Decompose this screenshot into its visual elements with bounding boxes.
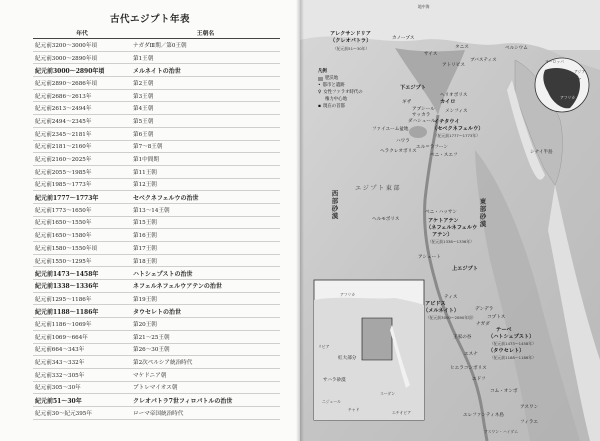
table-row <box>33 140 280 153</box>
period-cell: 紀元前1985〜1773年 <box>33 178 131 191</box>
map-label-thebes-note: （紀元前1473〜1458年） <box>490 341 536 346</box>
map-label-aswan-dam: アスワン・ハイダム <box>484 429 519 434</box>
globe-label-europe: ヨーロッパ <box>545 59 564 64</box>
dynasty-cell: 第2次ペルシア統治時代 <box>131 356 280 369</box>
globe-label-arabia: アラビア <box>566 77 582 82</box>
map-label-heliopolis: ヘリオポリス <box>440 93 468 98</box>
map-label-dahshur: ダハシュール <box>408 119 436 124</box>
period-cell: 紀元前1650〜1550年 <box>33 216 131 229</box>
table-row <box>33 343 280 356</box>
table-row <box>33 203 280 216</box>
dynasty-cell: ローマ帝国統治時代 <box>131 406 280 419</box>
inset-label-red-sea: 紅大部分 <box>338 356 357 361</box>
dynasty-cell: 第19王朝 <box>131 292 280 305</box>
table-row <box>33 356 280 369</box>
map-label-saqqara: サッカラ <box>412 113 431 118</box>
map-label-bubastis: ブバスティス <box>470 58 497 63</box>
period-cell: 紀元前1338〜1336年 <box>33 280 131 293</box>
map-label-abydos-sub: （メルネイト） <box>423 308 460 314</box>
legend-label: 現在の首都 <box>322 104 345 109</box>
header-period: 年代 <box>33 26 131 39</box>
table-row <box>33 381 280 394</box>
table-row <box>33 368 280 381</box>
map-label-esna: エスナ <box>464 352 478 357</box>
map-label-giza: ギザ <box>402 100 412 105</box>
chronology-body <box>33 39 280 420</box>
map-label-kings-valley: 王家の谷 <box>453 335 472 340</box>
map-label-pelusium: ペルシウム <box>505 46 528 51</box>
map-label-amarna-sub2: アテン） <box>432 232 453 238</box>
table-row <box>33 89 280 102</box>
legend-item-pharaoh-cont <box>318 96 363 103</box>
dynasty-cell: セベクネフェルウの治世 <box>131 191 280 204</box>
table-row <box>33 394 280 407</box>
dynasty-cell: 第15王朝 <box>131 216 280 229</box>
globe-label-africa: アフリカ <box>560 95 575 100</box>
map-label-region: エジプト東部 <box>355 185 402 192</box>
map-label-fayum: ファイユーム盆地 <box>372 127 409 132</box>
chronology-table <box>33 26 280 420</box>
map-label-naqada: ナガダ <box>476 322 490 327</box>
legend-label: 女性ファラオ時代の <box>323 90 363 95</box>
map-legend <box>318 68 363 110</box>
dynasty-cell: 第1王朝 <box>131 51 280 64</box>
dynasty-cell: 第1中間期 <box>131 153 280 166</box>
table-row <box>33 77 280 90</box>
dynasty-cell: ハトシェプストの治世 <box>131 267 280 280</box>
map-label-eastern-desert: 東部砂漠 <box>478 198 487 228</box>
map-label-amarna-note: （紀元前1338〜1336年） <box>428 239 474 244</box>
header-dynasty: 王朝名 <box>131 26 280 39</box>
map-label-asyut: アシュート <box>418 255 441 260</box>
map-label-abydos: アビドス <box>425 301 446 307</box>
map-label-kom-ombo: コム・オンボ <box>490 389 518 394</box>
map-label-sais: サイス <box>424 52 438 57</box>
period-cell: 紀元前30〜紀元395年 <box>33 406 131 419</box>
inset-label-sudan: スーダン <box>380 391 396 396</box>
table-header-row <box>33 26 280 39</box>
inset-label-sahara: サハラ砂漠 <box>323 378 346 383</box>
table-row <box>33 51 280 64</box>
dynasty-cell: 第6王朝 <box>131 127 280 140</box>
inset-label-chad: チャド <box>348 407 360 412</box>
table-row <box>33 165 280 178</box>
period-cell: 紀元前2181〜2160年 <box>33 140 131 153</box>
table-row <box>33 127 280 140</box>
map-label-lahun: エル＝ラフーン <box>416 145 448 150</box>
legend-item-pharaoh <box>318 89 363 96</box>
map-label-abusir: アブシール <box>412 107 435 112</box>
map-label-cairo: カイロ <box>440 99 456 105</box>
dynasty-cell: 第4王朝 <box>131 102 280 115</box>
dynasty-cell: 第13〜14王朝 <box>131 203 280 216</box>
table-row <box>33 242 280 255</box>
period-cell: 紀元前2613〜2494年 <box>33 102 131 115</box>
table-row <box>33 178 280 191</box>
period-cell: 紀元前1295〜1186年 <box>33 292 131 305</box>
dynasty-cell: 第20王朝 <box>131 318 280 331</box>
pharaoh-marker-icon: ♀ <box>318 90 322 95</box>
dynasty-cell: 第21〜25王朝 <box>131 330 280 343</box>
dynasty-cell: クレオパトラ7世フィロパトルの治世 <box>131 394 280 407</box>
capital-square-icon: ▪ <box>318 104 321 109</box>
chronology-title: 古代エジプト年表 <box>109 14 190 25</box>
map-label-abydos-note: （紀元前3000〜2890年頃） <box>426 315 476 320</box>
map-label-hawara: ハワラ <box>396 139 410 144</box>
inset-label-ethiopia: エチオピア <box>392 410 411 415</box>
period-cell: 紀元前1473〜1458年 <box>33 267 131 280</box>
dynasty-cell: マケドニア朝 <box>131 368 280 381</box>
period-cell: 紀元前3200〜3000年頃 <box>33 39 131 52</box>
book-gutter <box>296 0 304 441</box>
period-cell: 紀元前51〜30年 <box>33 394 131 407</box>
period-cell: 紀元前2494〜2345年 <box>33 115 131 128</box>
map-label-elephantine: エレファンティネ島 <box>463 413 504 418</box>
table-row <box>33 102 280 115</box>
table-row <box>33 330 280 343</box>
map-label-alexandria: アレクサンドリア <box>330 31 371 37</box>
period-cell: 紀元前1069〜664年 <box>33 330 131 343</box>
dynasty-cell: ナガダⅢ期／第0王朝 <box>131 39 280 52</box>
table-row <box>33 254 280 267</box>
fayum-oasis <box>409 126 427 138</box>
period-cell: 紀元前1188〜1186年 <box>33 305 131 318</box>
period-cell: 紀元前1650〜1580年 <box>33 229 131 242</box>
period-cell: 紀元前2345〜2181年 <box>33 127 131 140</box>
map-label-beni-hasan: ベニ・ハッサン <box>425 210 457 215</box>
map-label-edfu: エドフ <box>472 377 486 382</box>
map-label-memphis: メンフィス <box>445 109 468 114</box>
dynasty-cell: プトレマイオス朝 <box>131 381 280 394</box>
period-cell: 紀元前2160〜2025年 <box>33 153 131 166</box>
inset-label-africa: アフリカ <box>340 292 355 297</box>
table-row <box>33 280 280 293</box>
map-label-philae: フィラエ <box>520 420 539 425</box>
dynasty-cell: メルネイトの治世 <box>131 64 280 77</box>
period-cell: 紀元前1777〜1773年 <box>33 191 131 204</box>
map-label-thebes-sub: （ハトシェプスト） <box>488 334 535 340</box>
period-cell: 紀元前332〜305年 <box>33 368 131 381</box>
period-cell: 紀元前3000〜2890年頃 <box>33 64 131 77</box>
map-label-dendera: デンデラ <box>475 307 494 312</box>
table-row <box>33 191 280 204</box>
map-label-hierakonpolis: ヒエラコンポリス <box>450 366 487 371</box>
dynasty-cell: タウセレトの治世 <box>131 305 280 318</box>
period-cell: 紀元前3000〜2890年頃 <box>33 51 131 64</box>
map-label-mediterranean: 地中海 <box>418 4 430 9</box>
map-label-itjtawy: イチタウイ <box>434 119 460 125</box>
dynasty-cell: 第11王朝 <box>131 165 280 178</box>
map-label-western-desert: 西部砂漠 <box>330 190 339 220</box>
dynasty-cell: 第5王朝 <box>131 115 280 128</box>
period-cell: 紀元前1773〜1650年 <box>33 203 131 216</box>
legend-label: 都市と遺跡 <box>322 83 345 88</box>
period-cell: 紀元前2686〜2613年 <box>33 89 131 102</box>
table-row <box>33 64 280 77</box>
period-cell: 紀元前343〜332年 <box>33 356 131 369</box>
map-label-canopus: カノープス <box>392 36 415 41</box>
period-cell: 紀元前2055〜1985年 <box>33 165 131 178</box>
legend-item-capital <box>318 103 363 110</box>
dynasty-cell: ネフェルネフェルウアテンの治世 <box>131 280 280 293</box>
map-label-alexandria-note: （紀元前51〜30年） <box>333 46 370 51</box>
period-cell: 紀元前2890〜2686年頃 <box>33 77 131 90</box>
map-label-hermopolis: ヘルモポリス <box>372 217 400 222</box>
inset-egypt <box>362 318 392 360</box>
dynasty-cell: 第16王朝 <box>131 229 280 242</box>
map-label-sinai: シナイ半島 <box>530 150 553 155</box>
map-label-thebes-sub2: （タウセレト） <box>488 348 525 354</box>
table-row <box>33 292 280 305</box>
globe-label-asia: アジア <box>574 69 586 74</box>
inset-label-niger: ニジェール <box>322 399 341 404</box>
map-label-athribis: アトリビス <box>442 63 465 68</box>
map-label-lower-egypt: 下エジプト <box>400 85 426 91</box>
period-cell: 紀元前1580〜1550年頃 <box>33 242 131 255</box>
dynasty-cell: 第2王朝 <box>131 77 280 90</box>
map-label-koptos: コプトス <box>487 315 506 320</box>
table-row <box>33 39 280 52</box>
dynasty-cell: 第18王朝 <box>131 254 280 267</box>
dynasty-cell: 第17王朝 <box>131 242 280 255</box>
map-label-thebes-note2: （紀元前1188〜1186年） <box>490 355 536 360</box>
table-row <box>33 229 280 242</box>
map-label-itjtawy-note: （紀元前1777〜1773年） <box>434 133 480 138</box>
legend-item-fertile <box>318 75 363 82</box>
map-label-thinis: ティス <box>444 295 458 300</box>
legend-item-city <box>318 82 363 89</box>
table-row <box>33 115 280 128</box>
table-row <box>33 216 280 229</box>
table-row <box>33 153 280 166</box>
period-cell: 紀元前305〜30年 <box>33 381 131 394</box>
inset-label-libya: リビア <box>318 344 330 349</box>
table-row <box>33 305 280 318</box>
fertile-swatch-icon <box>318 77 323 81</box>
map-label-beni-suef: ベニ・スエフ <box>430 153 458 158</box>
map-label-tanis: タニス <box>455 45 469 50</box>
map-label-amarna: アケトアテン <box>428 218 459 224</box>
legend-label: 肥沃地 <box>325 76 339 81</box>
legend-title: 凡例 <box>318 69 327 74</box>
dynasty-cell: 第26〜30王朝 <box>131 343 280 356</box>
dynasty-cell: 第12王朝 <box>131 178 280 191</box>
period-cell: 紀元前1550〜1295年 <box>33 254 131 267</box>
dynasty-cell: 第3王朝 <box>131 89 280 102</box>
dynasty-cell: 第7〜8王朝 <box>131 140 280 153</box>
map-label-amarna-sub: （ネフェルネフェルウ <box>426 225 478 231</box>
map-label-alexandria-sub: （クレオパトラ） <box>330 38 372 44</box>
table-row <box>33 318 280 331</box>
map-label-thebes: テーベ <box>496 327 512 333</box>
map-label-itjtawy-sub: （セベクネフェルウ） <box>432 126 484 132</box>
table-row <box>33 406 280 419</box>
period-cell: 紀元前664〜343年 <box>33 343 131 356</box>
map-label-upper-egypt: 上エジプト <box>452 266 478 272</box>
map-label-herakleopolis: ヘラクレオポリス <box>380 149 417 154</box>
period-cell: 紀元前1186〜1069年 <box>33 318 131 331</box>
map-label-aswan: アスワン <box>520 405 539 410</box>
table-row <box>33 267 280 280</box>
legend-label: 権力中心地 <box>325 97 347 102</box>
city-dot-icon: • <box>318 83 321 88</box>
